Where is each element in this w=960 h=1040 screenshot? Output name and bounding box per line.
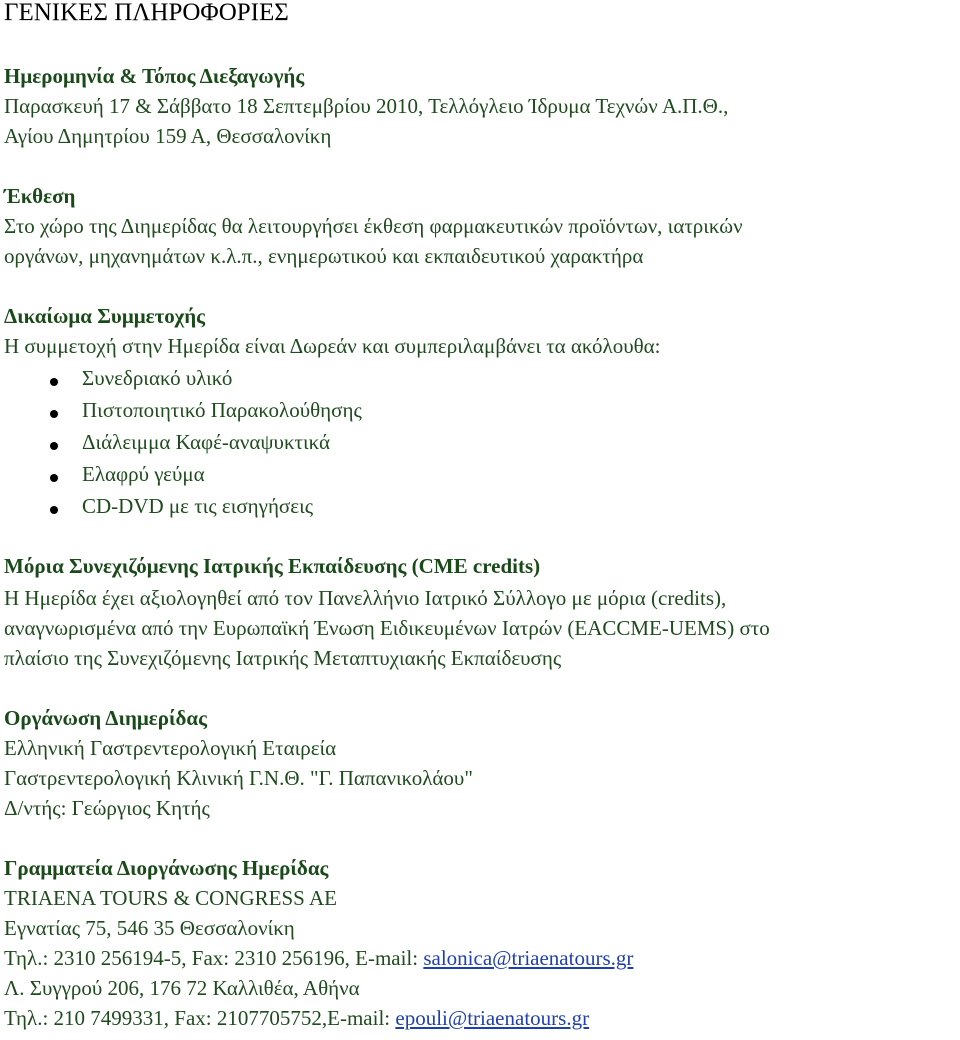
cme-line-1: Η Ημερίδα έχει αξιολογηθεί από τον Πανελλήνιο Ιατρικό Σύλλογο με μόρια (credits), bbox=[4, 586, 727, 610]
page-title: ΓΕΝΙΚΕΣ ΠΛΗΡΟΦΟΡΙΕΣ bbox=[4, 0, 289, 26]
secretariat-company: TRIAENA TOURS & CONGRESS AE bbox=[4, 886, 337, 910]
secretariat-heading: Γραμματεία Διοργάνωσης Ημερίδας bbox=[4, 856, 329, 880]
exhibition-line-1: Στο χώρο της Διημερίδας θα λειτουργήσει έκθεση φαρμακευτικών προϊόντων, ιατρικών bbox=[4, 214, 743, 238]
contact-1-text: Τηλ.: 2310 256194-5, Fax: 2310 256196, E-mail: bbox=[4, 946, 424, 970]
participation-item: CD-DVD με τις εισηγήσεις bbox=[82, 494, 314, 518]
secretariat-address-2: Λ. Συγγρού 206, 176 72 Καλλιθέα, Αθήνα bbox=[4, 976, 360, 1000]
bullet-dot bbox=[50, 474, 58, 482]
participation-item: Συνεδριακό υλικό bbox=[82, 366, 233, 390]
date-place-line-2: Αγίου Δημητρίου 159 Α, Θεσσαλονίκη bbox=[4, 124, 332, 148]
secretariat-contact-1 bbox=[4, 944, 633, 972]
bullet-dot bbox=[50, 410, 58, 418]
bullet-dot bbox=[50, 442, 58, 450]
participation-intro: Η συμμετοχή στην Ημερίδα είναι Δωρεάν και συμπεριλαμβάνει τα ακόλουθα: bbox=[4, 334, 661, 358]
exhibition-heading: Έκθεση bbox=[4, 184, 76, 208]
secretariat-contact-2 bbox=[4, 1004, 589, 1032]
organization-line-2: Γαστρεντερολογική Κλινική Γ.Ν.Θ. "Γ. Παπανικολάου" bbox=[4, 766, 473, 790]
email-link-salonica[interactable]: salonica@triaenatours.gr bbox=[423, 946, 634, 970]
bullet-dot bbox=[50, 506, 58, 514]
bullet-dot bbox=[50, 378, 58, 386]
participation-item: Πιστοποιητικό Παρακολούθησης bbox=[82, 398, 362, 422]
cme-heading: Μόρια Συνεχιζόμενης Ιατρικής Εκπαίδευσης (CME credits) bbox=[4, 554, 541, 578]
participation-item: Διάλειμμα Καφέ-αναψυκτικά bbox=[82, 430, 331, 454]
secretariat-address-1: Εγνατίας 75, 546 35 Θεσσαλονίκη bbox=[4, 916, 295, 940]
cme-line-3: πλαίσιο της Συνεχιζόμενης Ιατρικής Μεταπτυχιακής Εκπαίδευσης bbox=[4, 646, 562, 670]
organization-heading: Οργάνωση Διημερίδας bbox=[4, 706, 207, 730]
participation-item: Ελαφρύ γεύμα bbox=[82, 462, 205, 486]
email-link-epouli[interactable]: epouli@triaenatours.gr bbox=[395, 1006, 590, 1030]
date-place-heading: Ημερομηνία & Τόπος Διεξαγωγής bbox=[4, 64, 305, 88]
organization-line-1: Ελληνική Γαστρεντερολογική Εταιρεία bbox=[4, 736, 337, 760]
date-place-line-1: Παρασκευή 17 & Σάββατο 18 Σεπτεμβρίου 2010, Τελλόγλειο Ίδρυμα Τεχνών Α.Π.Θ., bbox=[4, 94, 729, 118]
participation-heading: Δικαίωμα Συμμετοχής bbox=[4, 304, 206, 328]
contact-2-text: Τηλ.: 210 7499331, Fax: 2107705752,E-mail: bbox=[4, 1006, 396, 1030]
cme-line-2: αναγνωρισμένα από την Ευρωπαϊκή Ένωση Ειδικευμένων Ιατρών (EACCME-UEMS) στο bbox=[4, 616, 770, 640]
exhibition-line-2: οργάνων, μηχανημάτων κ.λ.π., ενημερωτικού και εκπαιδευτικού χαρακτήρα bbox=[4, 244, 644, 268]
organization-line-3: Δ/ντής: Γεώργιος Κητής bbox=[4, 796, 210, 820]
